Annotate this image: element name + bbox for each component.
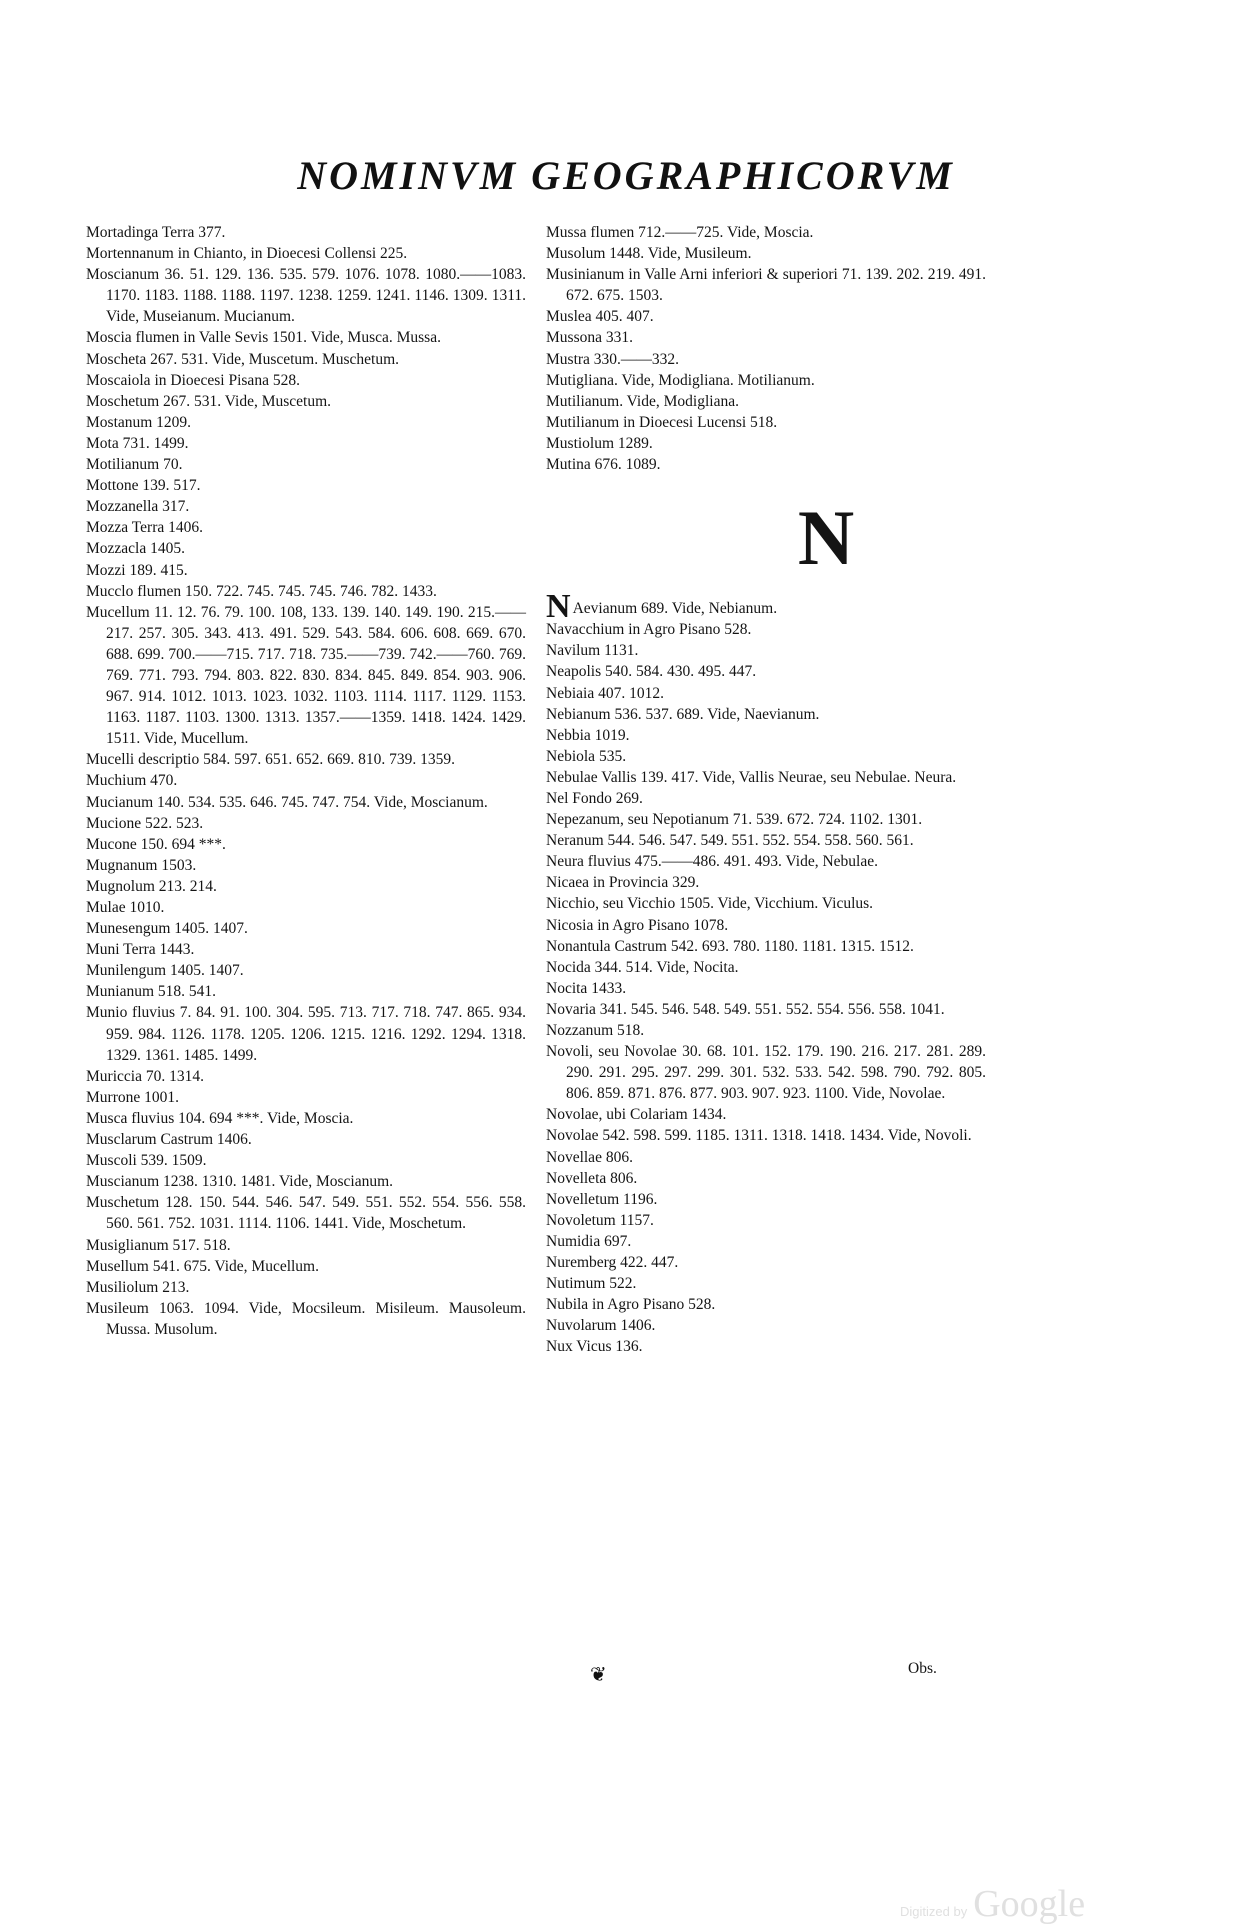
index-entry: Nuvolarum 1406.: [546, 1317, 656, 1335]
digitized-watermark: [900, 1882, 1085, 1926]
index-entry: [546, 588, 986, 626]
index-entry: Muscianum 1238. 1310. 1481. Vide, Moscianum.: [86, 1173, 394, 1191]
index-entry: Nozzanum 518.: [546, 1022, 645, 1039]
index-entry: Mota 731. 1499.: [86, 434, 189, 452]
index-entry: Moscianum 36. 51. 129. 136. 535. 579. 1076. 1078. 1080.——1083. 1170. 1183. 1188. 1188. 1197. 1238. 1259. 1241. 1146. 1309. 1311. Vide, Museianum. Mucianum.: [86, 266, 526, 326]
index-entry: Mucelli descriptio 584. 597. 651. 652. 669. 810. 739. 1359.: [86, 751, 455, 769]
index-entry: Mussa flumen 712.——725. Vide, Moscia.: [546, 224, 814, 241]
index-entry: Mozzanella 317.: [86, 498, 190, 516]
drop-cap: N: [546, 588, 571, 626]
index-entry: Nuremberg 422. 447.: [546, 1254, 679, 1272]
index-entry: Novelletum 1196.: [546, 1190, 658, 1208]
index-entry: Mutigliana. Vide, Modigliana. Motilianum.: [546, 371, 815, 389]
index-entry: Novelleta 806.: [546, 1169, 638, 1187]
index-entry: Mutilianum. Vide, Modigliana.: [546, 392, 739, 410]
catchword: Obs.: [908, 1660, 937, 1677]
index-entry: Musiglianum 517. 518.: [86, 1236, 231, 1254]
index-entry: Novellae 806.: [546, 1148, 633, 1166]
index-entry: Mucione 522. 523.: [86, 814, 204, 832]
index-entry: Mucone 150. 694 ***.: [86, 835, 226, 853]
watermark-small-text: Digitized by: [900, 1904, 968, 1919]
index-entry: Neura fluvius 475.——486. 491. 493. Vide, Nebulae.: [546, 853, 878, 871]
index-entry: Nicaea in Provincia 329.: [546, 874, 700, 892]
index-entry: Mustiolum 1289.: [546, 434, 653, 452]
index-entry: Mottone 139. 517.: [86, 477, 201, 495]
index-column-right: [546, 222, 986, 1358]
index-entry: Nocita 1433.: [546, 979, 627, 997]
index-entry-text: Aevianum 689. Vide, Nebianum.: [572, 600, 778, 618]
index-entry: Nebianum 536. 537. 689. Vide, Naevianum.: [546, 705, 820, 723]
fleuron-icon: ❦: [590, 1662, 607, 1686]
index-entry: Musca fluvius 104. 694 ***. Vide, Moscia.: [86, 1109, 354, 1127]
index-entry: Mortadinga Terra 377.: [86, 224, 226, 241]
index-entry: Nocida 344. 514. Vide, Nocita.: [546, 958, 739, 976]
index-entry: Muschetum 128. 150. 544. 546. 547. 549. 551. 552. 554. 556. 558. 560. 561. 752. 1031. 1114. 1106. 1441. Vide, Moschetum.: [86, 1194, 526, 1233]
index-entry: Mutilianum in Dioecesi Lucensi 518.: [546, 413, 778, 431]
page-title: NOMINVM GEOGRAPHICORVM: [297, 153, 955, 198]
index-entry: Musolum 1448. Vide, Musileum.: [546, 245, 752, 263]
index-entry: Murrone 1001.: [86, 1088, 179, 1106]
index-entry: Muni Terra 1443.: [86, 941, 195, 959]
index-entry: Nonantula Castrum 542. 693. 780. 1180. 1181. 1315. 1512.: [546, 937, 914, 955]
index-entry: Munesengum 1405. 1407.: [86, 920, 248, 938]
index-entry: Nebulae Vallis 139. 417. Vide, Vallis Neurae, seu Nebulae. Neura.: [546, 768, 957, 786]
index-entry: Moscaiola in Dioecesi Pisana 528.: [86, 371, 300, 389]
index-entry: Mostanum 1209.: [86, 413, 192, 431]
index-entry: Mucianum 140. 534. 535. 646. 745. 747. 754. Vide, Moscianum.: [86, 793, 488, 811]
index-entry: Munilengum 1405. 1407.: [86, 962, 244, 980]
watermark-logo: Google: [973, 1883, 1086, 1925]
index-entry: Munianum 518. 541.: [86, 983, 217, 1001]
index-entry: Nicchio, seu Vicchio 1505. Vide, Vicchium. Viculus.: [546, 895, 874, 913]
index-entry: Navacchium in Agro Pisano 528.: [546, 621, 752, 639]
index-entry: Mugnolum 213. 214.: [86, 877, 217, 895]
index-entry: Mozzi 189. 415.: [86, 561, 188, 579]
index-entry: Novaria 341. 545. 546. 548. 549. 551. 552. 554. 556. 558. 1041.: [546, 1000, 945, 1018]
index-entry: Nebbia 1019.: [546, 726, 630, 744]
index-entry: Motilianum 70.: [86, 456, 183, 474]
index-entry: Mutina 676. 1089.: [546, 456, 661, 474]
index-entry: Muscoli 539. 1509.: [86, 1152, 207, 1170]
index-entry: Moscheta 267. 531. Vide, Muscetum. Muschetum.: [86, 350, 400, 368]
index-entry: Novoli, seu Novolae 30. 68. 101. 152. 179. 190. 216. 217. 281. 289. 290. 291. 295. 297. 299. 301. 532. 533. 542. 598. 790. 792. 805. 806. 859. 871. 876. 877. 903. 907. 923. 1100. Vide, Novolae.: [546, 1043, 986, 1103]
index-entry: Novoletum 1157.: [546, 1211, 654, 1229]
index-entry: Mozza Terra 1406.: [86, 519, 203, 537]
index-entry: Novolae, ubi Colariam 1434.: [546, 1106, 727, 1124]
index-column-left: [86, 222, 526, 1340]
index-entry: Mortennanum in Chianto, in Dioecesi Collensi 225.: [86, 245, 408, 263]
index-entry: Nebiaia 407. 1012.: [546, 684, 664, 702]
index-entry: Moschetum 267. 531. Vide, Muscetum.: [86, 392, 332, 410]
index-entry: Musellum 541. 675. Vide, Mucellum.: [86, 1257, 319, 1275]
index-entry: Moscia flumen in Valle Sevis 1501. Vide, Musca. Mussa.: [86, 329, 441, 347]
index-entry: Muslea 405. 407.: [546, 308, 654, 326]
index-entry: Nepezanum, seu Nepotianum 71. 539. 672. 724. 1102. 1301.: [546, 811, 923, 829]
index-entry: Novolae 542. 598. 599. 1185. 1311. 1318. 1418. 1434. Vide, Novoli.: [546, 1127, 972, 1145]
index-entry: Navilum 1131.: [546, 642, 639, 660]
index-entry: Musileum 1063. 1094. Vide, Mocsileum. Misileum. Mausoleum. Mussa. Musolum.: [86, 1299, 526, 1338]
index-entry: Nicosia in Agro Pisano 1078.: [546, 916, 729, 934]
index-entry: Neranum 544. 546. 547. 549. 551. 552. 554. 558. 560. 561.: [546, 832, 914, 850]
index-entry: Muchium 470.: [86, 772, 178, 790]
m-entries-continued: [546, 222, 986, 475]
section-letter-n: N: [797, 494, 855, 582]
index-entry: Musclarum Castrum 1406.: [86, 1131, 252, 1149]
n-entries: [546, 619, 986, 1357]
index-entry: Nel Fondo 269.: [546, 789, 643, 807]
index-entry: Mulae 1010.: [86, 899, 165, 916]
index-entry: Mozzacla 1405.: [86, 540, 185, 558]
index-entry: Mucellum 11. 12. 76. 79. 100. 108, 133. 139. 140. 149. 190. 215.——217. 257. 305. 343. 413. 491. 529. 543. 584. 606. 608. 669. 670. 688. 699. 700.——715. 717. 718. 735.——739. 742.——760. 769. 769. 771. 793. 794. 803. 822. 830. 834. 845. 849. 854. 903. 906. 967. 914. 1012. 1013. 1023. 1032. 1103. 1114. 1117. 1129. 1153. 1163. 1187. 1103. 1300. 1313. 1357.——1359. 1418. 1424. 1429. 1511. Vide, Mucellum.: [86, 603, 526, 748]
index-entry: Musiliolum 213.: [86, 1278, 190, 1296]
index-entry: Nutimum 522.: [546, 1275, 637, 1293]
index-entry: Nubila in Agro Pisano 528.: [546, 1296, 716, 1314]
index-entry: Mussona 331.: [546, 329, 633, 347]
index-entry: Muriccia 70. 1314.: [86, 1067, 204, 1085]
index-entry: Neapolis 540. 584. 430. 495. 447.: [546, 663, 757, 681]
index-entry: Nebiola 535.: [546, 747, 627, 765]
index-entry: Numidia 697.: [546, 1232, 632, 1250]
index-entry: Musinianum in Valle Arni inferiori & superiori 71. 139. 202. 219. 491. 672. 675. 1503.: [546, 266, 986, 305]
index-entry: Nux Vicus 136.: [546, 1338, 643, 1356]
index-entry: Mugnanum 1503.: [86, 856, 197, 874]
index-entry: Mustra 330.——332.: [546, 350, 680, 368]
index-entry: Munio fluvius 7. 84. 91. 100. 304. 595. 713. 717. 718. 747. 865. 934. 959. 984. 1126. 1178. 1205. 1206. 1215. 1216. 1292. 1294. 1318. 1329. 1361. 1485. 1499.: [86, 1004, 526, 1064]
index-entry: Mucclo flumen 150. 722. 745. 745. 745. 746. 782. 1433.: [86, 582, 437, 600]
